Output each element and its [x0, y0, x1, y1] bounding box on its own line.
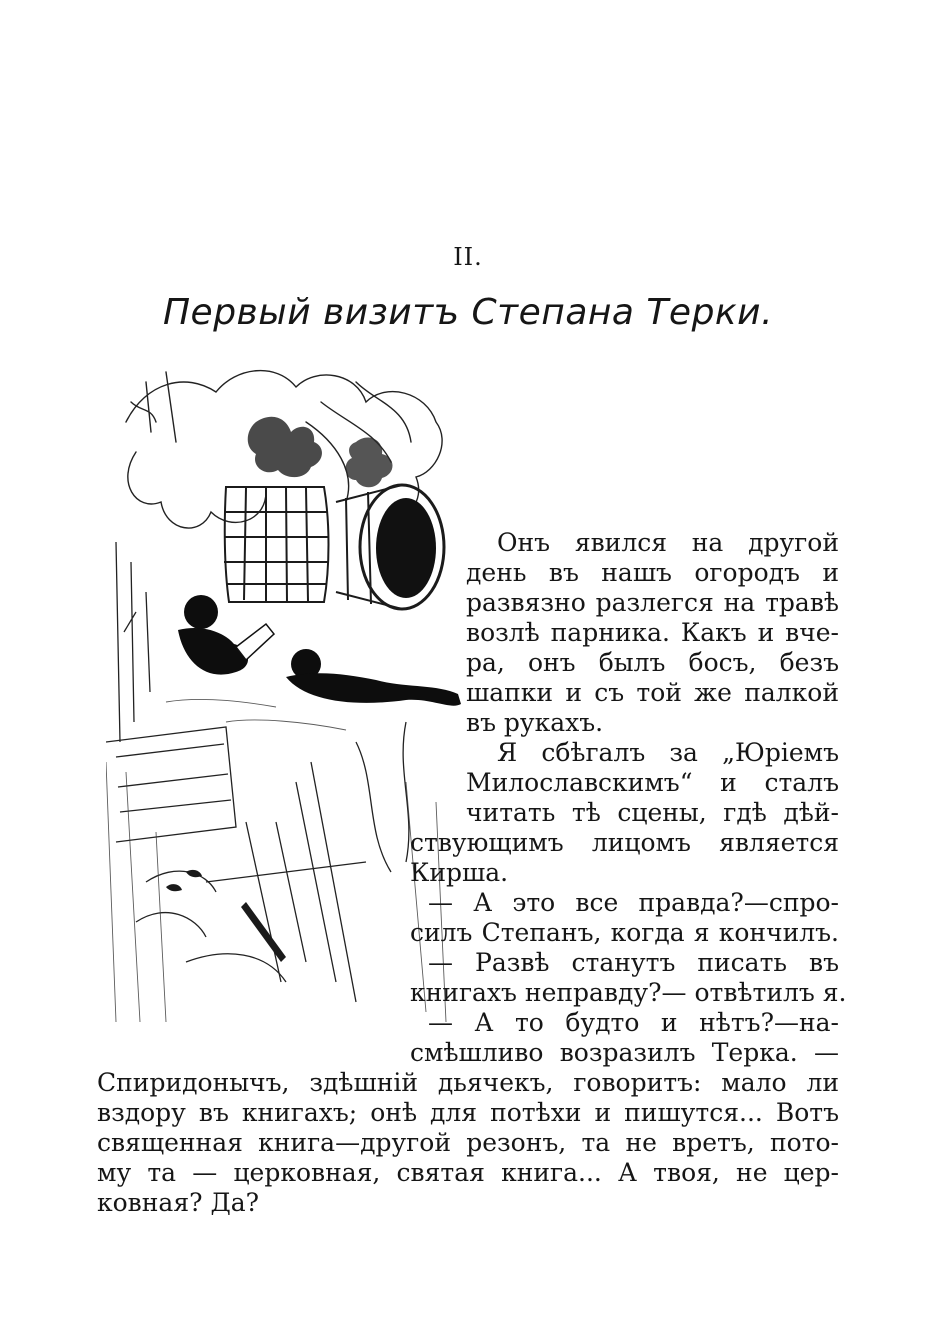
text-line: — А то будто и нѣтъ?—на-	[428, 1008, 839, 1037]
text-line: Онъ явился на другой	[497, 528, 839, 557]
text-line: ствующимъ лицомъ является	[410, 828, 839, 857]
text-line: силъ Степанъ, когда я кончилъ.	[410, 918, 839, 947]
chapter-title: Первый визитъ Степана Терки.	[162, 292, 774, 333]
text-line: Кирша.	[410, 858, 509, 887]
text-line: ковная? Да?	[97, 1188, 260, 1217]
text-line: развязно разлегся на травѣ	[466, 588, 839, 617]
text-line: книгахъ неправду?— отвѣтилъ я.	[410, 978, 847, 1007]
text-line: Милославскимъ“ и сталъ	[466, 768, 839, 797]
text-line: му та — церковная, святая книга... А твоя, не цер-	[97, 1158, 839, 1187]
text-line: — Развѣ станутъ писать въ	[428, 948, 839, 977]
text-line: Спиридонычъ, здѣшній дьячекъ, говоритъ: мало ли	[97, 1068, 839, 1097]
text-line: священная книга—другой резонъ, та не вретъ, пото-	[97, 1128, 839, 1157]
chapter-number: II.	[453, 243, 483, 271]
text-line: читать тѣ сцены, гдѣ дѣй-	[466, 798, 839, 827]
text-line: — А это все правда?—спро-	[428, 888, 839, 917]
text-line: возлѣ парника. Какъ и вче-	[466, 618, 839, 647]
text-line: день въ нашъ огородъ и	[466, 558, 839, 587]
text-line: смѣшливо возразилъ Терка. —	[410, 1038, 839, 1067]
text-line: въ рукахъ.	[466, 708, 604, 737]
text-line: шапки и съ той же палкой	[466, 678, 839, 707]
text-line: ра, онъ былъ босъ, безъ	[466, 648, 839, 677]
text-line: Я сбѣгалъ за „Юріемъ	[497, 738, 839, 767]
text-line: вздору въ книгахъ; онѣ для потѣхи и пишутся... Вотъ	[97, 1098, 839, 1127]
